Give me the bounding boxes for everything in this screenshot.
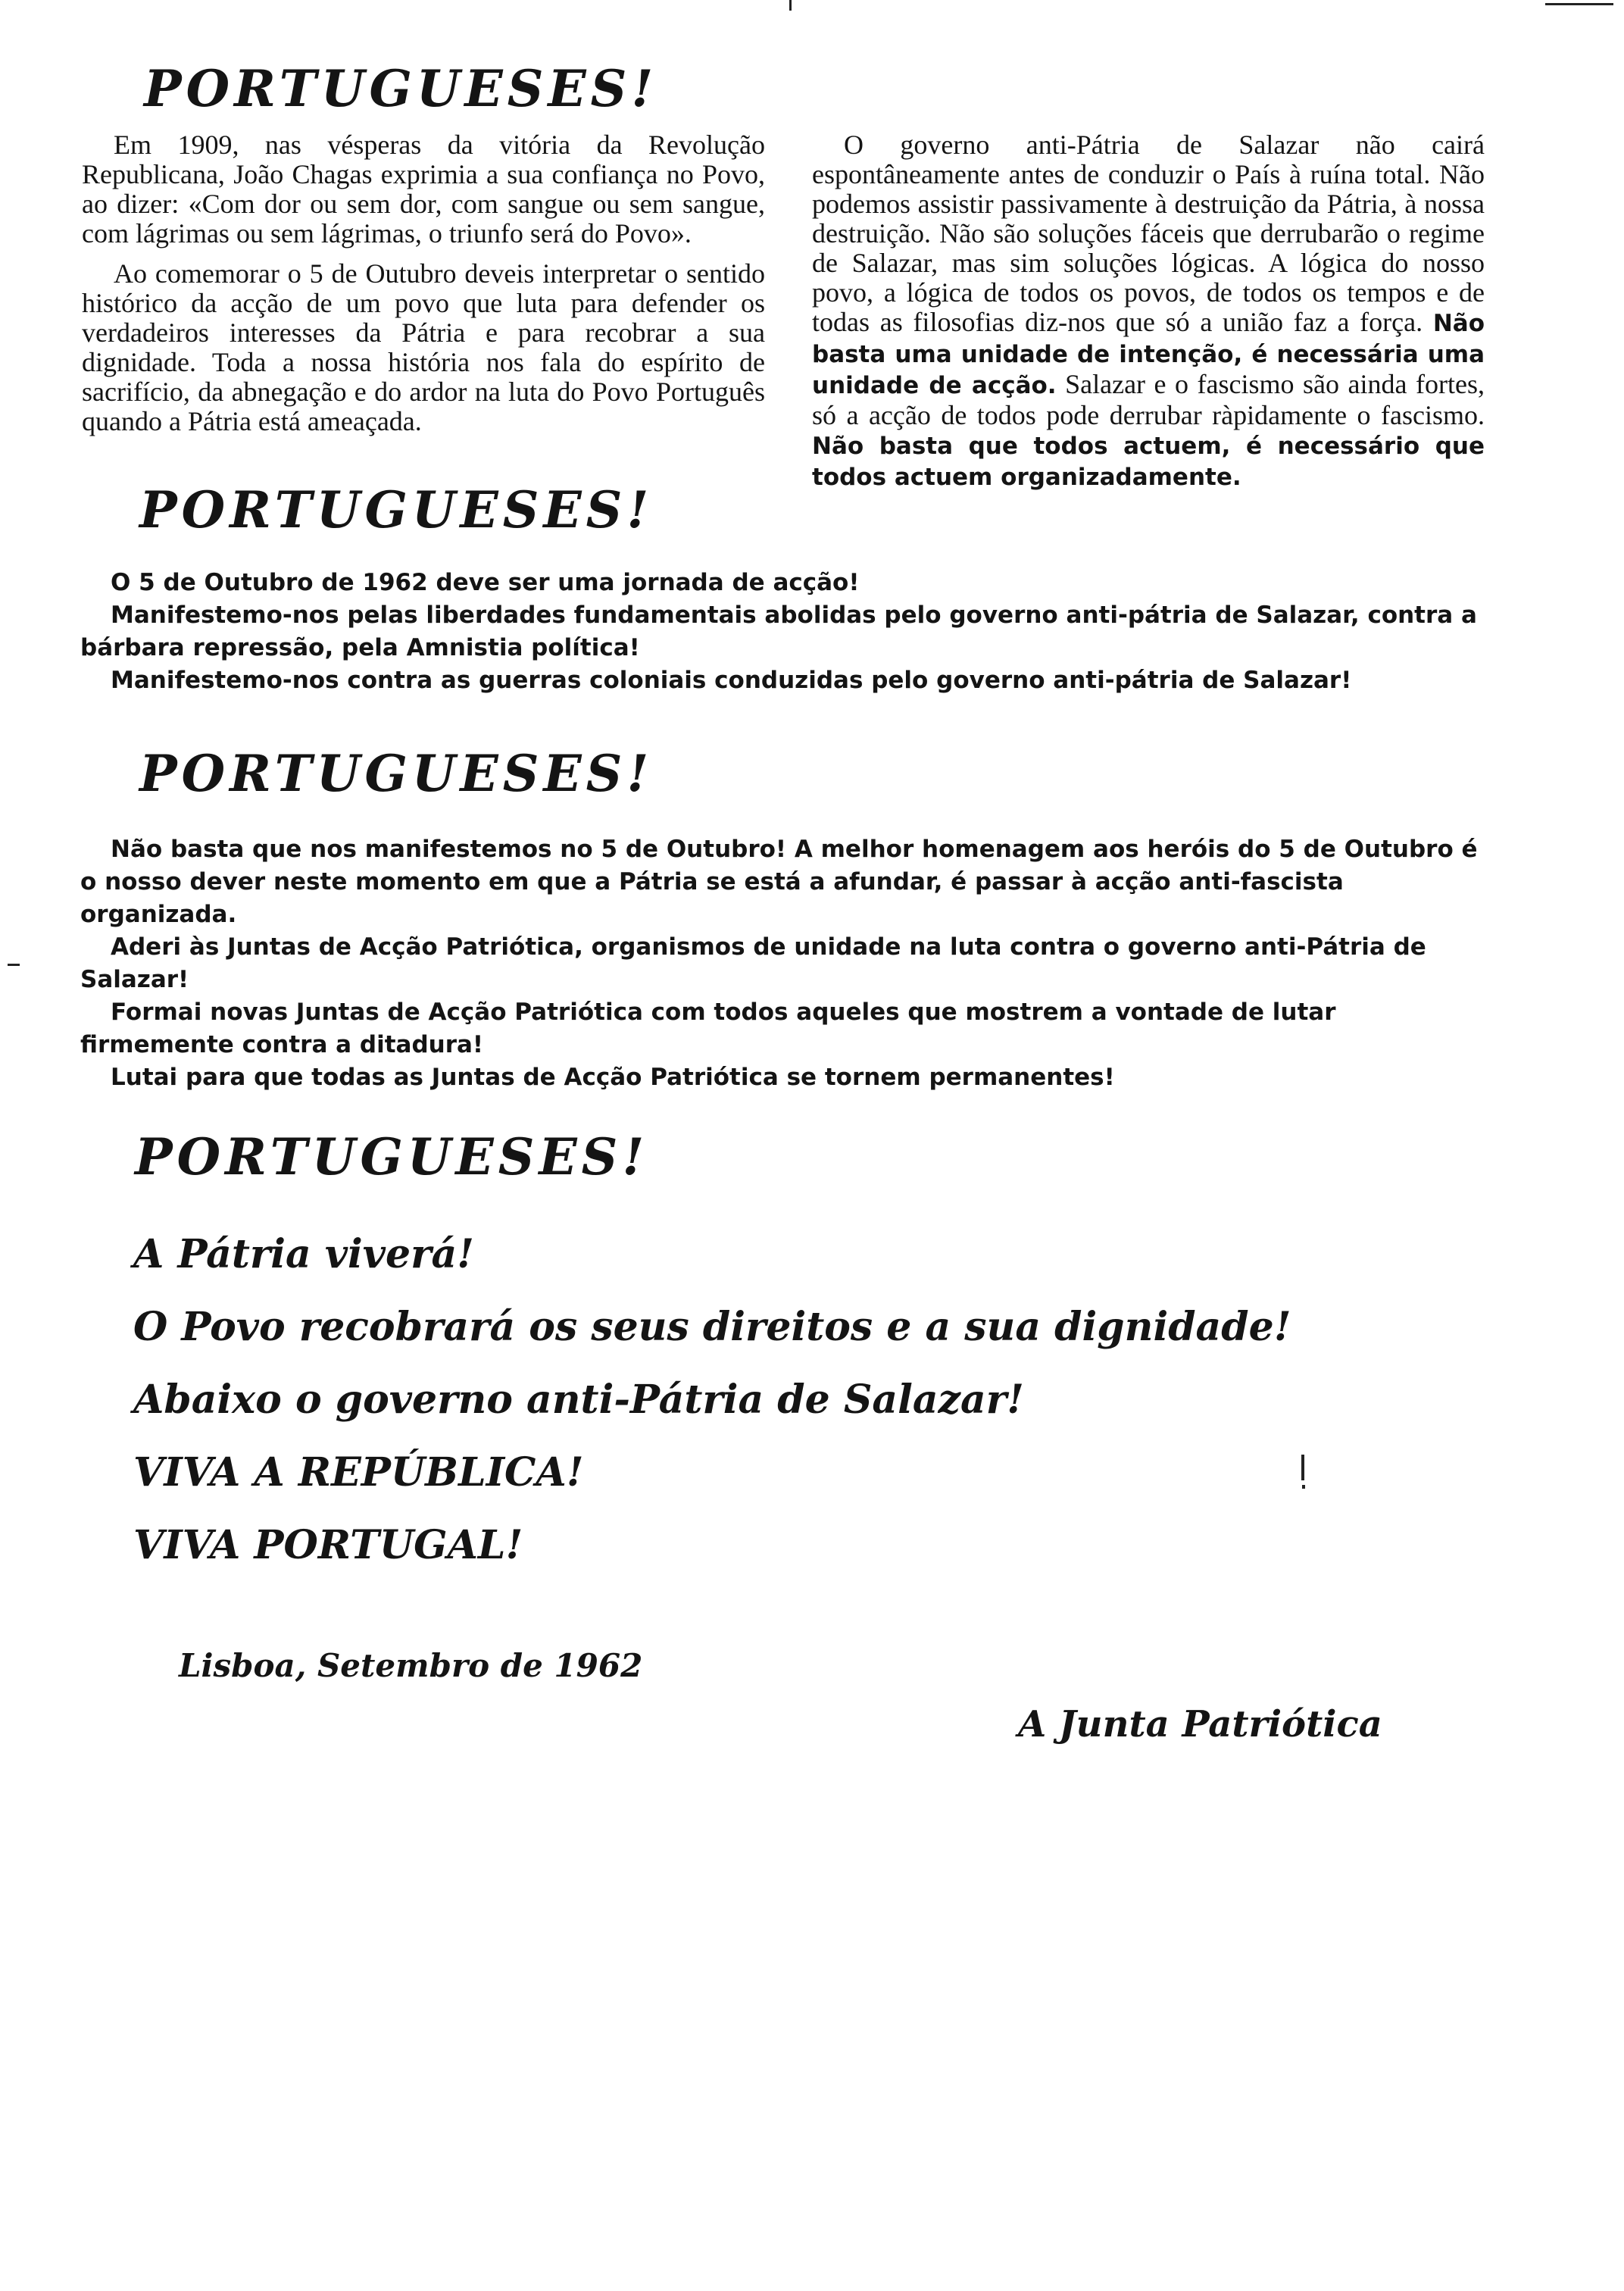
slogan-portugal: VIVA PORTUGAL! bbox=[133, 1522, 523, 1568]
slogan-abaixo: Abaixo o governo anti-Pátria de Salazar! bbox=[133, 1377, 1024, 1423]
slogan-republica: VIVA A REPÚBLICA! bbox=[133, 1449, 584, 1496]
right-text-1: O governo anti-Pátria de Salazar não cairá espontâneamente antes de conduzir o País à ruína total. Não podemos assistir passivamente à destruição da Pátria, à nossa destruição. Não são soluções fáceis que derrubarão o regime de Salazar, mas sim soluções lógicas. A lógica do nosso povo, a lógica de todos os povos, de todos os tempos e de todas as filosofias diz-nos que só a união faz a força. bbox=[812, 130, 1485, 337]
place-date: Lisboa, Setembro de 1962 bbox=[179, 1647, 643, 1684]
scan-speck bbox=[789, 0, 792, 11]
right-bold-2: Não basta que todos actuem, é necessário que todos actuem organizadamente. bbox=[812, 433, 1485, 491]
heading-portugueses-3: PORTUGUESES! bbox=[139, 744, 654, 803]
block-b-line-4: Lutai para que todas as Juntas de Acção Patriótica se tornem permanentes! bbox=[111, 1064, 1115, 1091]
scan-speck bbox=[8, 964, 20, 966]
block-a-line-2: Manifestemo-nos pelas liberdades fundamentais abolidas pelo governo anti-pátria de Salazar, contra a bárbara repressão, pela Amnistia política! bbox=[80, 602, 1477, 661]
right-bold-1: Não basta uma unidade de intenção, é necessária uma unidade de acção. bbox=[812, 310, 1485, 399]
slogan-patria: A Pátria viverá! bbox=[133, 1231, 474, 1277]
left-column bbox=[82, 130, 765, 436]
right-paragraph bbox=[812, 130, 1485, 492]
block-a-line-3: Manifestemo-nos contra as guerras coloniais conduzidas pelo governo anti-pátria de Salazar! bbox=[111, 667, 1352, 694]
block-b-line-1: Não basta que nos manifestemos no 5 de Outubro! A melhor homenagem aos heróis do 5 de Outubro é o nosso dever neste momento em que a Pátria se está a afundar, é passar à acção anti-fascista organizada. bbox=[80, 836, 1478, 928]
scan-speck bbox=[1301, 1455, 1304, 1480]
heading-portugueses-1: PORTUGUESES! bbox=[144, 59, 658, 118]
right-column bbox=[812, 130, 1485, 492]
signature: A Junta Patriótica bbox=[1018, 1703, 1382, 1746]
organization-block bbox=[80, 833, 1497, 1094]
left-paragraph-1: Em 1909, nas vésperas da vitória da Revolução Republicana, João Chagas exprimia a sua confiança no Povo, ao dizer: «Com dor ou sem dor, com sangue ou sem sangue, com lágrimas ou sem lágrimas, o triunfo será do Povo». bbox=[82, 130, 765, 248]
left-paragraph-2: Ao comemorar o 5 de Outubro deveis interpretar o sentido histórico da acção de um povo que luta para defender os verdadeiros interesses da Pátria e para recobrar a sua dignidade. Toda a nossa história nos fala do espírito de sacrifício, da abnegação e do ardor na luta do Povo Português quando a Pátria está ameaçada. bbox=[82, 258, 765, 436]
slogans bbox=[133, 1218, 1421, 1582]
block-a-line-1: O 5 de Outubro de 1962 deve ser uma jornada de acção! bbox=[111, 569, 860, 596]
heading-portugueses-2: PORTUGUESES! bbox=[139, 480, 654, 539]
scan-speck bbox=[1545, 3, 1613, 5]
right-text-2: Salazar e o fascismo são ainda fortes, só a acção de todos pode derrubar ràpidamente o fascismo. bbox=[812, 369, 1485, 430]
call-to-action-block bbox=[80, 567, 1497, 697]
block-b-line-2: Aderi às Juntas de Acção Patriótica, organismos de unidade na luta contra o governo anti-Pátria de Salazar! bbox=[80, 933, 1426, 993]
scan-speck bbox=[1302, 1485, 1305, 1489]
slogan-povo: O Povo recobrará os seus direitos e a sua dignidade! bbox=[133, 1304, 1291, 1350]
heading-portugueses-4: PORTUGUESES! bbox=[135, 1127, 649, 1186]
block-b-line-3: Formai novas Juntas de Acção Patriótica com todos aqueles que mostrem a vontade de lutar firmemente contra a ditadura! bbox=[80, 999, 1336, 1058]
